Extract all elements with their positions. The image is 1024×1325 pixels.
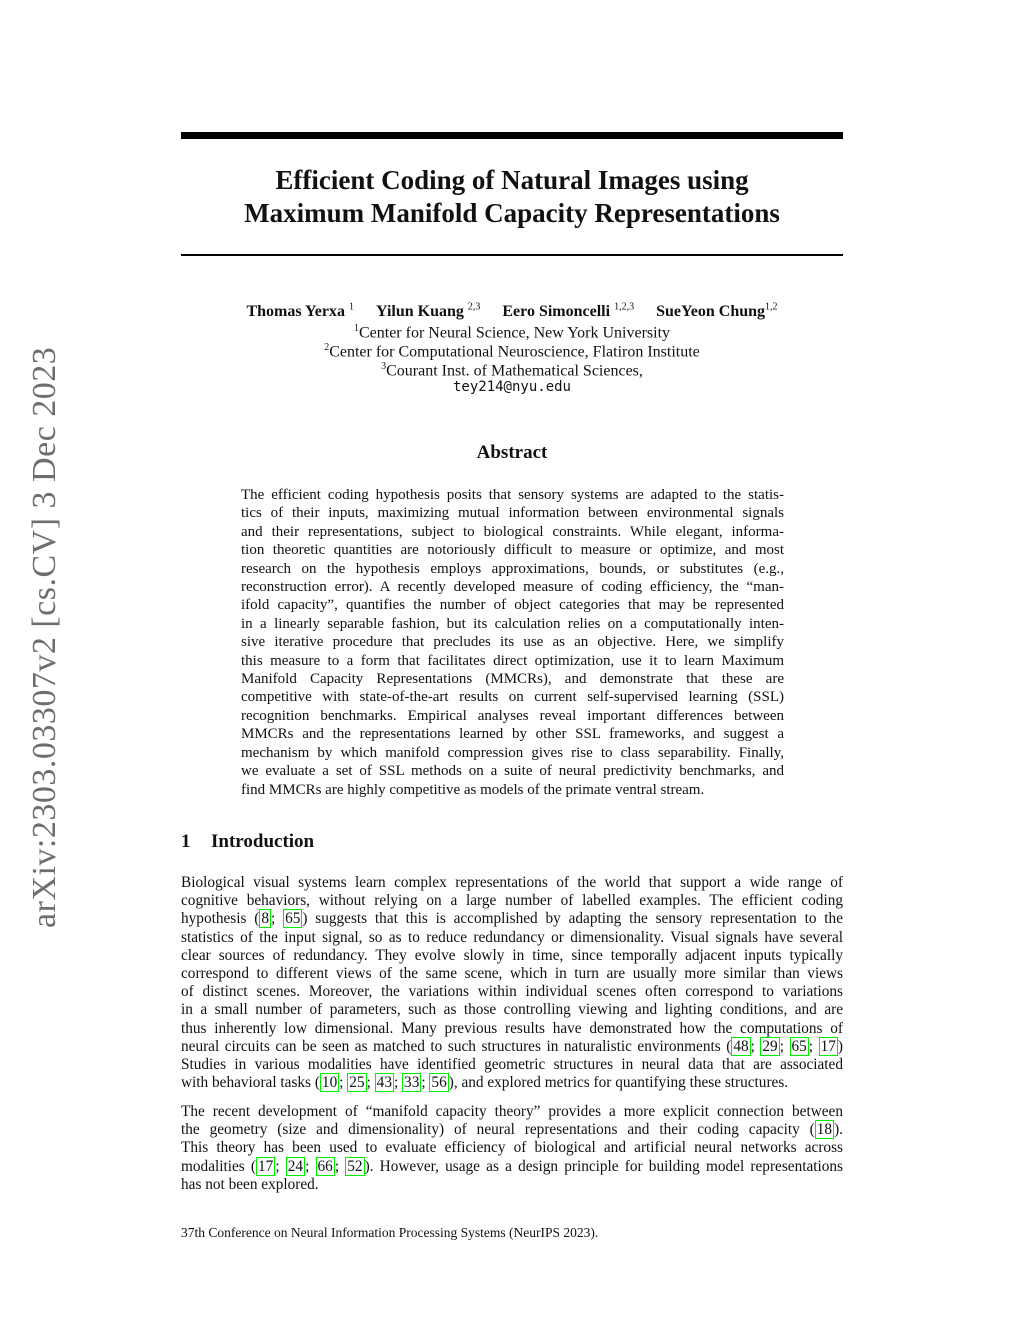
paper-title	[181, 164, 843, 230]
author	[376, 303, 480, 320]
citation-link[interactable]: 17	[820, 1037, 836, 1055]
affiliation-sup: 1	[353, 323, 359, 334]
section-number: 1	[181, 831, 191, 852]
author-affiliation-sup: 1,2	[765, 302, 778, 313]
paragraph-line: hypothesis ( 8 ; 65 ) suggests that this is accomplished by adapting the sensory representation to the	[181, 910, 843, 928]
abstract-line: Manifold Capacity Representations (MMCRs), and demonstrate that these are	[241, 671, 784, 688]
paragraph-line: of distinct scenes. Moreover, the variations within individual scenes often correspond to variations	[181, 983, 843, 1001]
paragraph-line: Biological visual systems learn complex representations of the world that support a wide range of	[181, 874, 843, 891]
citation-link[interactable]: 52	[347, 1157, 363, 1175]
paragraph-line: modalities ( 17 ; 24 ; 66 ; 52 ). However, usage as a design principle for building model representations	[181, 1157, 844, 1175]
paragraph-line: statistics of the input signal, so as to reduce redundancy or dimensionality. Visual signals have several	[181, 928, 843, 946]
citation-link[interactable]: 48	[733, 1037, 749, 1055]
abstract-line: in a linearly separable fashion, but its calculation relies on a computationally inten-	[241, 615, 784, 632]
affiliation-text: Center for Computational Neuroscience, Flatiron Institute	[329, 343, 700, 361]
author-name: SueYeon Chung	[656, 303, 766, 321]
citation-link[interactable]: 24	[287, 1157, 304, 1175]
abstract-line: tics of their inputs, maximizing mutual information between environmental signals	[241, 505, 784, 522]
title-bottom-rule	[181, 254, 843, 256]
title-line: Maximum Manifold Capacity Representations	[244, 198, 780, 228]
abstract-line: reconstruction error). A recently developed measure of coding efficiency, the “man-	[241, 579, 784, 596]
conference-footer: 37th Conference on Neural Information Processing Systems (NeurIPS 2023).	[181, 1225, 599, 1240]
abstract-line: The efficient coding hypothesis posits that sensory systems are adapted to the statis-	[241, 487, 784, 503]
abstract-body	[241, 486, 784, 799]
citation-link[interactable]: 43	[376, 1074, 392, 1092]
paragraph-line: the geometry (size and dimensionality) of neural representations and their coding capacity ( 18 ).	[181, 1121, 843, 1139]
citation-link[interactable]: 8	[261, 910, 269, 928]
abstract-line: ifold capacity”, quantifies the number of object categories that may be represented	[241, 597, 784, 614]
author-affiliation-sup: 1,2,3	[614, 302, 635, 313]
abstract-line: MMCRs and the representations learned by other SSL frameworks, and suggest a	[241, 726, 784, 743]
citation-link[interactable]: 29	[762, 1037, 778, 1055]
intro-paragraph-2	[181, 1103, 843, 1194]
paragraph-line: in a small number of parameters, such as those controlling viewing and lighting conditions, and are	[181, 1001, 843, 1019]
abstract-line: and their representations, subject to biological constraints. While elegant, informa-	[241, 523, 784, 540]
title-top-rule	[181, 132, 843, 139]
section-heading	[181, 831, 314, 853]
abstract-line: mechanism by which manifold compression gives rise to class separability. Finally,	[241, 744, 784, 761]
affiliation-sup: 3	[381, 361, 387, 372]
author-affiliation-sup: 1	[348, 302, 354, 313]
citation-link[interactable]: 65	[285, 910, 301, 928]
abstract-line: competitive with state-of-the-art results on current self-supervised learning (SSL)	[241, 689, 784, 706]
affiliation-text: Center for Neural Science, New York University	[358, 324, 671, 342]
paragraph-line: neural circuits can be seen as matched to such structures in naturalistic environments ( 48 ; 29 ; 65 ; 17 )	[181, 1037, 843, 1055]
author-name: Eero Simoncelli	[502, 303, 611, 321]
citation-link[interactable]: 66	[317, 1157, 333, 1175]
affiliation-text: Courant Inst. of Mathematical Sciences,	[386, 362, 643, 380]
intro-paragraph-1	[181, 874, 843, 1092]
paragraph-line: has not been explored.	[181, 1175, 319, 1193]
abstract-line: tion theoretic quantities are notoriously difficult to measure or optimize, and most	[241, 542, 784, 559]
author-email[interactable]: tey214@nyu.edu	[452, 379, 571, 395]
citation-link[interactable]: 18	[816, 1121, 833, 1139]
citation-link[interactable]: 10	[321, 1074, 338, 1092]
paragraph-line: thus inherently low dimensional. Many previous results have demonstrated how the computations of	[181, 1019, 843, 1037]
abstract-line: this measure to a form that facilitates direct optimization, use it to learn Maximum	[241, 652, 784, 669]
citation-link[interactable]: 65	[791, 1037, 807, 1055]
citation-link[interactable]: 56	[431, 1074, 447, 1092]
abstract-line: research on the hypothesis employs approximations, bounds, or substitutes (e.g.,	[241, 560, 784, 577]
paragraph-line: cognitive behaviors, without relying on a large number of labelled examples. The efficient coding	[181, 892, 843, 910]
author	[246, 303, 354, 320]
author-email-line	[181, 377, 843, 397]
paragraph-line: Studies in various modalities have identified geometric structures in neural data that are associated	[181, 1056, 843, 1074]
paragraph-line: with behavioral tasks ( 10 ; 25 ; 43 ; 33 ; 56 ), and explored metrics for quantifying these structures.	[181, 1074, 789, 1092]
abstract-line: recognition benchmarks. Empirical analyses reveal important differences between	[241, 707, 784, 724]
author	[656, 303, 777, 320]
paragraph-line: correspond to different views of the same scene, which in turn are usually more similar than views	[181, 965, 843, 983]
title-line: Efficient Coding of Natural Images using	[275, 165, 749, 195]
paragraph-line: clear sources of redundancy. They evolve slowly in time, since temporally adjacent inputs typically	[181, 946, 843, 964]
paragraph-line: The recent development of “manifold capacity theory” provides a more explicit connection between	[181, 1103, 843, 1120]
abstract-line: we evaluate a set of SSL methods on a suite of neural predictivity benchmarks, and	[241, 763, 784, 780]
citation-link[interactable]: 25	[349, 1074, 365, 1092]
citation-link[interactable]: 17	[258, 1157, 274, 1175]
abstract-line: sive iterative procedure that precludes its use as an objective. Here, we simplify	[241, 634, 784, 651]
citation-link[interactable]: 33	[404, 1074, 420, 1092]
author	[502, 303, 634, 320]
author-name: Yilun Kuang	[375, 303, 464, 321]
section-title: Introduction	[211, 831, 315, 852]
paragraph-line: This theory has been used to evaluate efficiency of biological and artificial neural networks across	[181, 1139, 843, 1157]
arxiv-identifier[interactable]: arXiv:2303.03307v2 [cs.CV] 3 Dec 2023	[26, 346, 63, 928]
affiliation-sup: 2	[324, 342, 330, 353]
abstract-line: find MMCRs are highly competitive as models of the primate ventral stream.	[241, 781, 705, 798]
author-affiliation-sup: 2,3	[467, 302, 481, 313]
author-name: Thomas Yerxa	[246, 303, 345, 321]
abstract-heading: Abstract	[476, 442, 548, 463]
